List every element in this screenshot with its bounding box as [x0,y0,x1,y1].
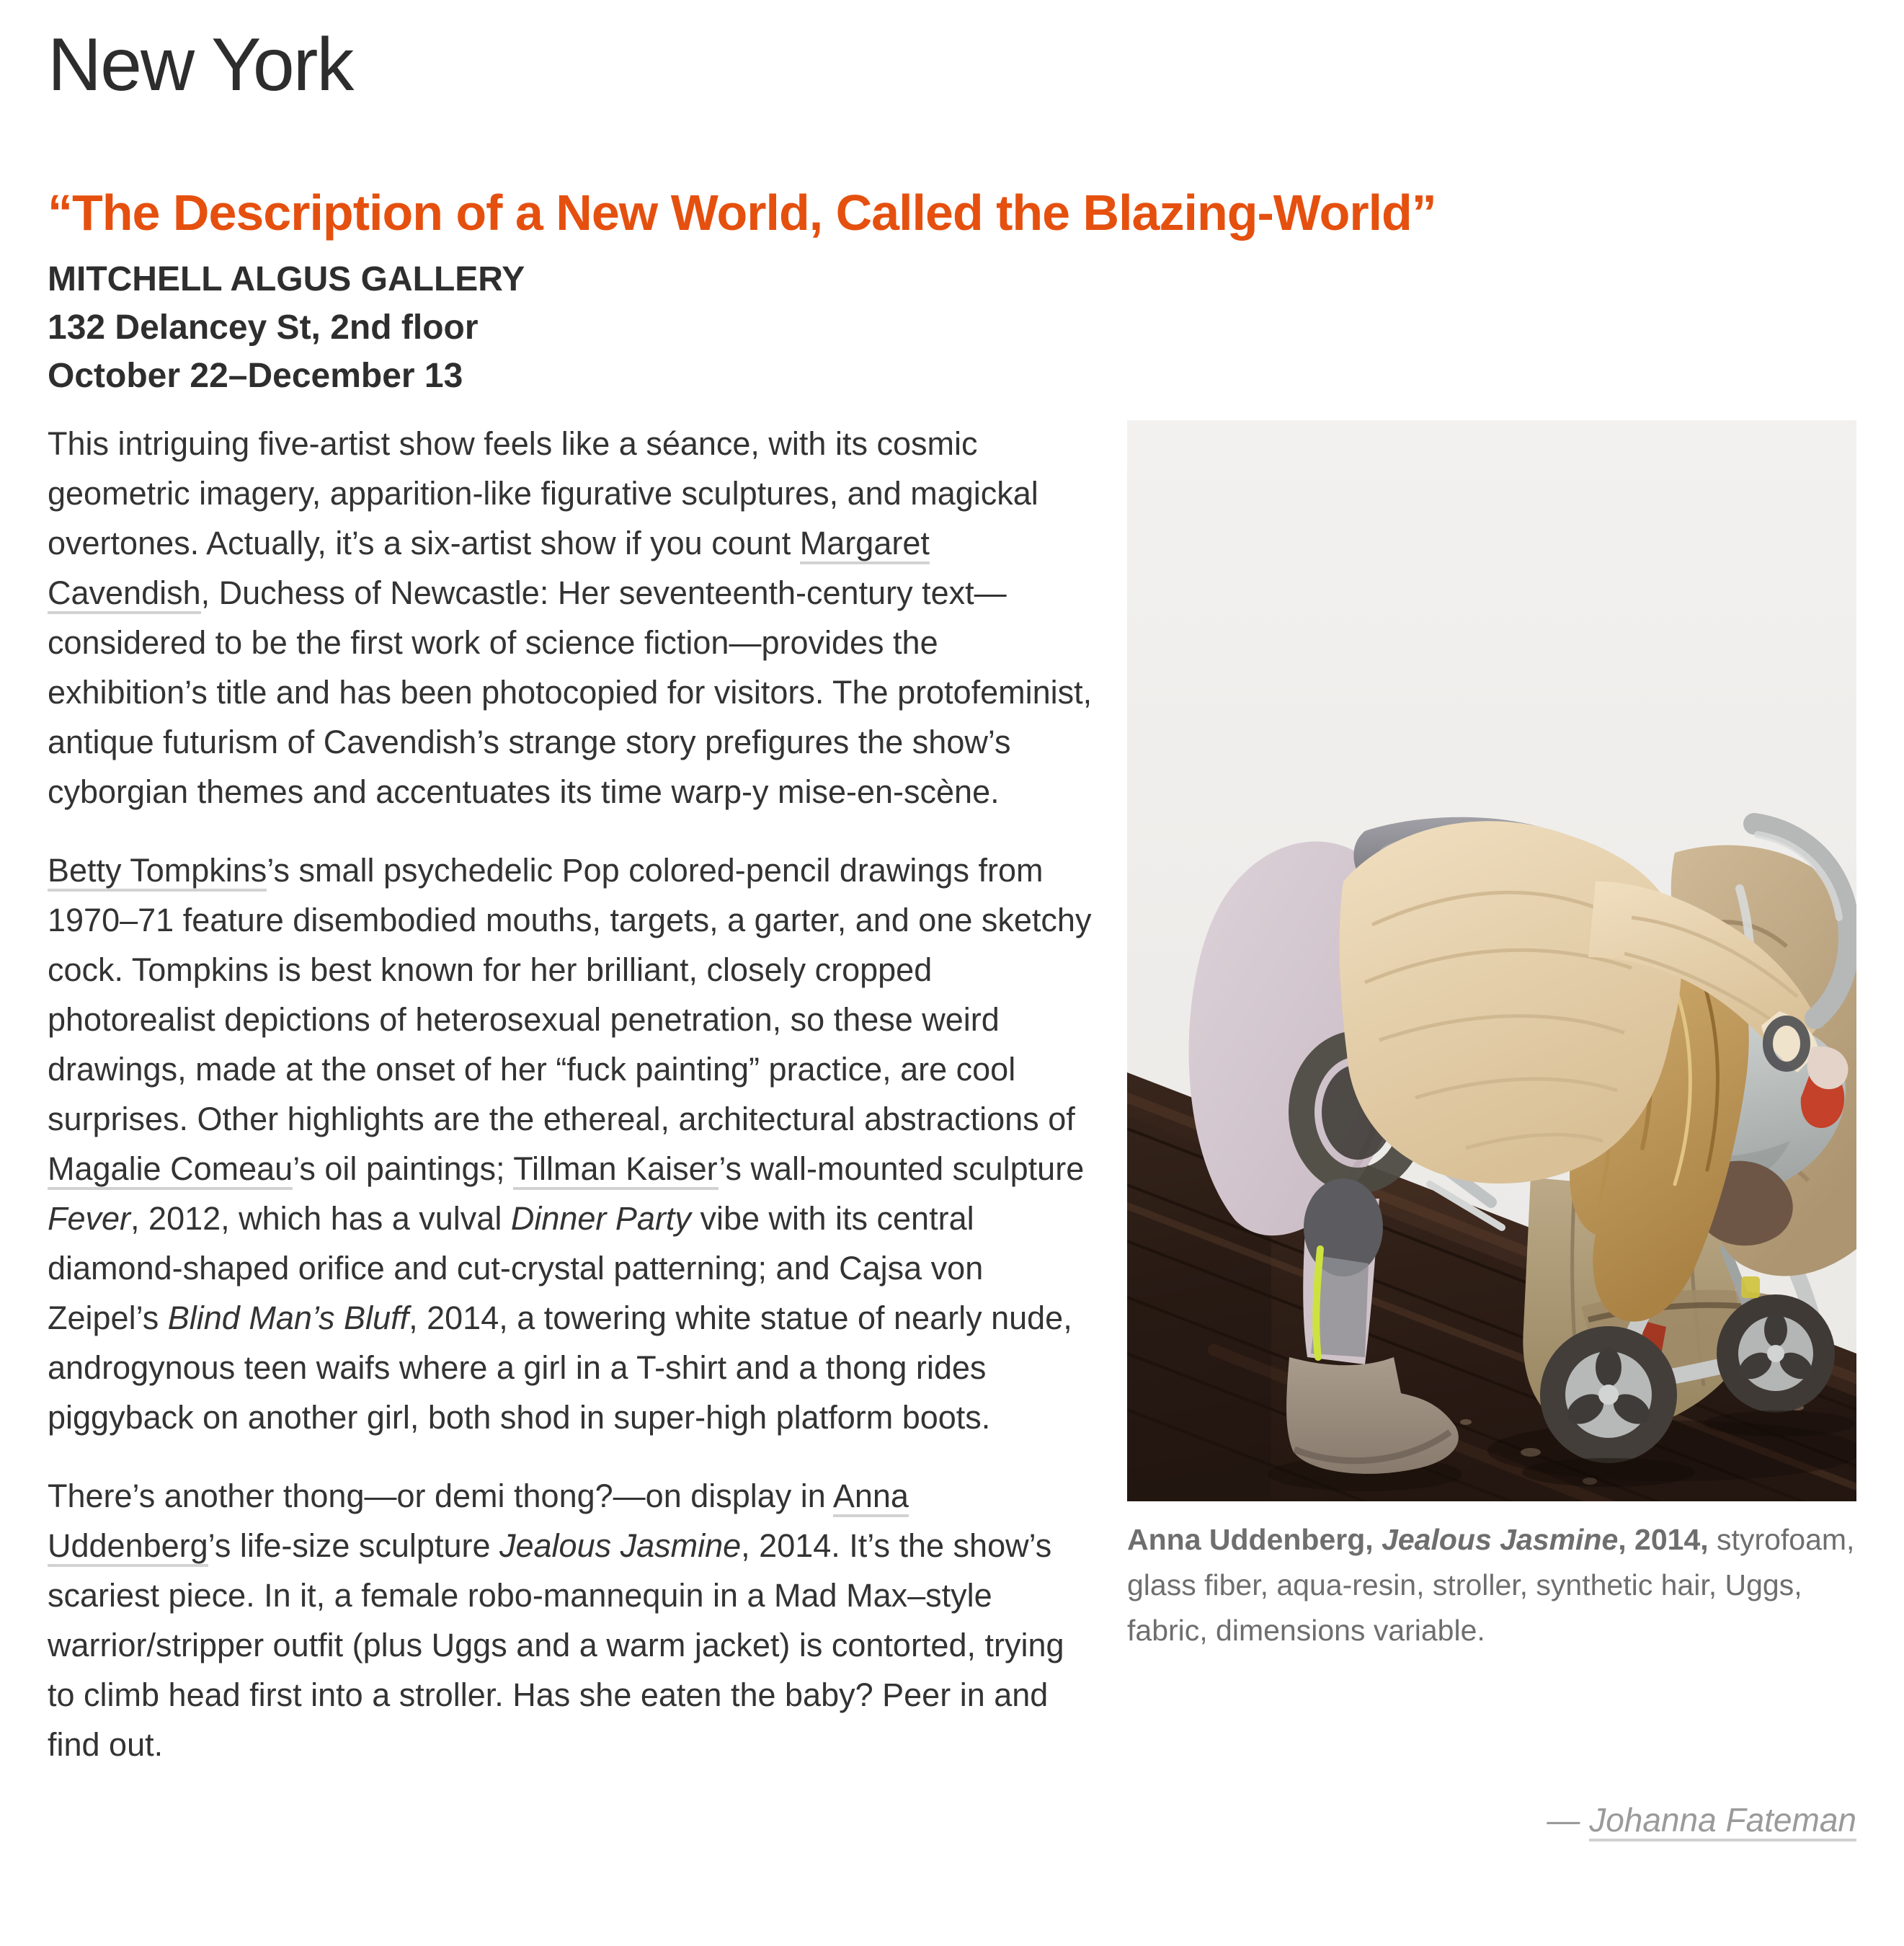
byline-dash: — [1547,1801,1590,1839]
text-run: ’s oil paintings; [293,1150,514,1188]
caption-year: , 2014, [1618,1523,1709,1557]
artwork-figure [1127,420,1856,1653]
stroller-rear-wheel [1717,1294,1835,1413]
artist-link[interactable]: Tillman Kaiser [513,1150,719,1190]
italic-title: Fever [48,1200,131,1238]
exhibition-title: “The Description of a New World, Called the Blazing-World” [48,184,1436,241]
text-run: ’s life-size sculpture [208,1527,499,1565]
artwork-photo [1127,420,1856,1501]
exhibition-dates: October 22–December 13 [48,357,463,396]
author-link[interactable]: Johanna Fateman [1589,1801,1856,1841]
text-run: , 2014, a towering white statue of nearly nude, androgynous teen waifs where a girl in a T-shirt and a thong rides piggyback on another girl, both shod in super-high platform boots. [48,1299,1072,1436]
section-heading: New York [48,23,353,107]
text-run: ’s wall-mounted sculpture [719,1150,1085,1188]
text-run: , 2012, which has a vulval [130,1200,511,1238]
artist-link[interactable]: Margaret Cavendish [48,525,930,614]
text-run: vibe with its central diamond-shaped orifice and cut-crystal patterning; and Cajsa von Zeipel’s [48,1200,984,1337]
text-run: , Duchess of Newcastle: Her seventeenth-century text—considered to be the first work of science fiction—provides the exhibition’s title and has been photocopied for visitors. The protofeminist, antique futurism of Cavendish’s strange story prefigures the show’s cyborgian themes and accentuates its time warp-y mise-en-scène. [48,574,1093,811]
caption-artist: Anna Uddenberg, [1127,1523,1382,1557]
text-run: This intriguing five-artist show feels like a séance, with its cosmic geometric imagery, apparition-like figurative sculptures, and magickal overtones. Actually, it’s a six-artist show if you count [48,425,1038,562]
text-run: There’s another thong—or demi thong?—on display in [48,1478,833,1515]
caption-work-title: Jealous Jasmine [1382,1523,1619,1557]
artist-link[interactable]: Magalie Comeau [48,1150,293,1190]
text-run: , 2014. It’s the show’s scariest piece. In it, a female robo-mannequin in a Mad Max–style warrior/stripper outfit (plus Uggs and a warm jacket) is contorted, trying to climb head first into a stroller. Has she eaten the baby? Peer in and find out. [48,1527,1064,1764]
venue-block [48,255,1856,400]
venue-address: 132 Delancey St, 2nd floor [48,308,479,347]
review-body [48,419,1856,1859]
image-caption [1127,1517,1856,1653]
stroller-front-wheel [1540,1326,1677,1463]
artist-link[interactable]: Anna Uddenberg [48,1478,909,1567]
italic-title: Blind Man’s Bluff [167,1299,409,1337]
caption-materials: styrofoam, glass fiber, aqua-resin, stroller, synthetic hair, Uggs, fabric, dimensions variable. [1127,1523,1855,1648]
venue-name: MITCHELL ALGUS GALLERY [48,260,525,299]
artist-link[interactable]: Betty Tompkins [48,852,267,892]
italic-title: Jealous Jasmine [499,1527,742,1565]
italic-title: Dinner Party [510,1200,691,1238]
byline [48,1798,1856,1859]
text-run: ’s small psychedelic Pop colored-pencil drawings from 1970–71 feature disembodied mouths, targets, a garter, and one sketchy cock. Tompkins is best known for her brilliant, closely cropped photorealist depictions of heterosexual penetration, so these weird drawings, made at the onset of her “fuck painting” practice, are cool surprises. Other highlights are the ethereal, architectural abstractions of [48,852,1092,1138]
